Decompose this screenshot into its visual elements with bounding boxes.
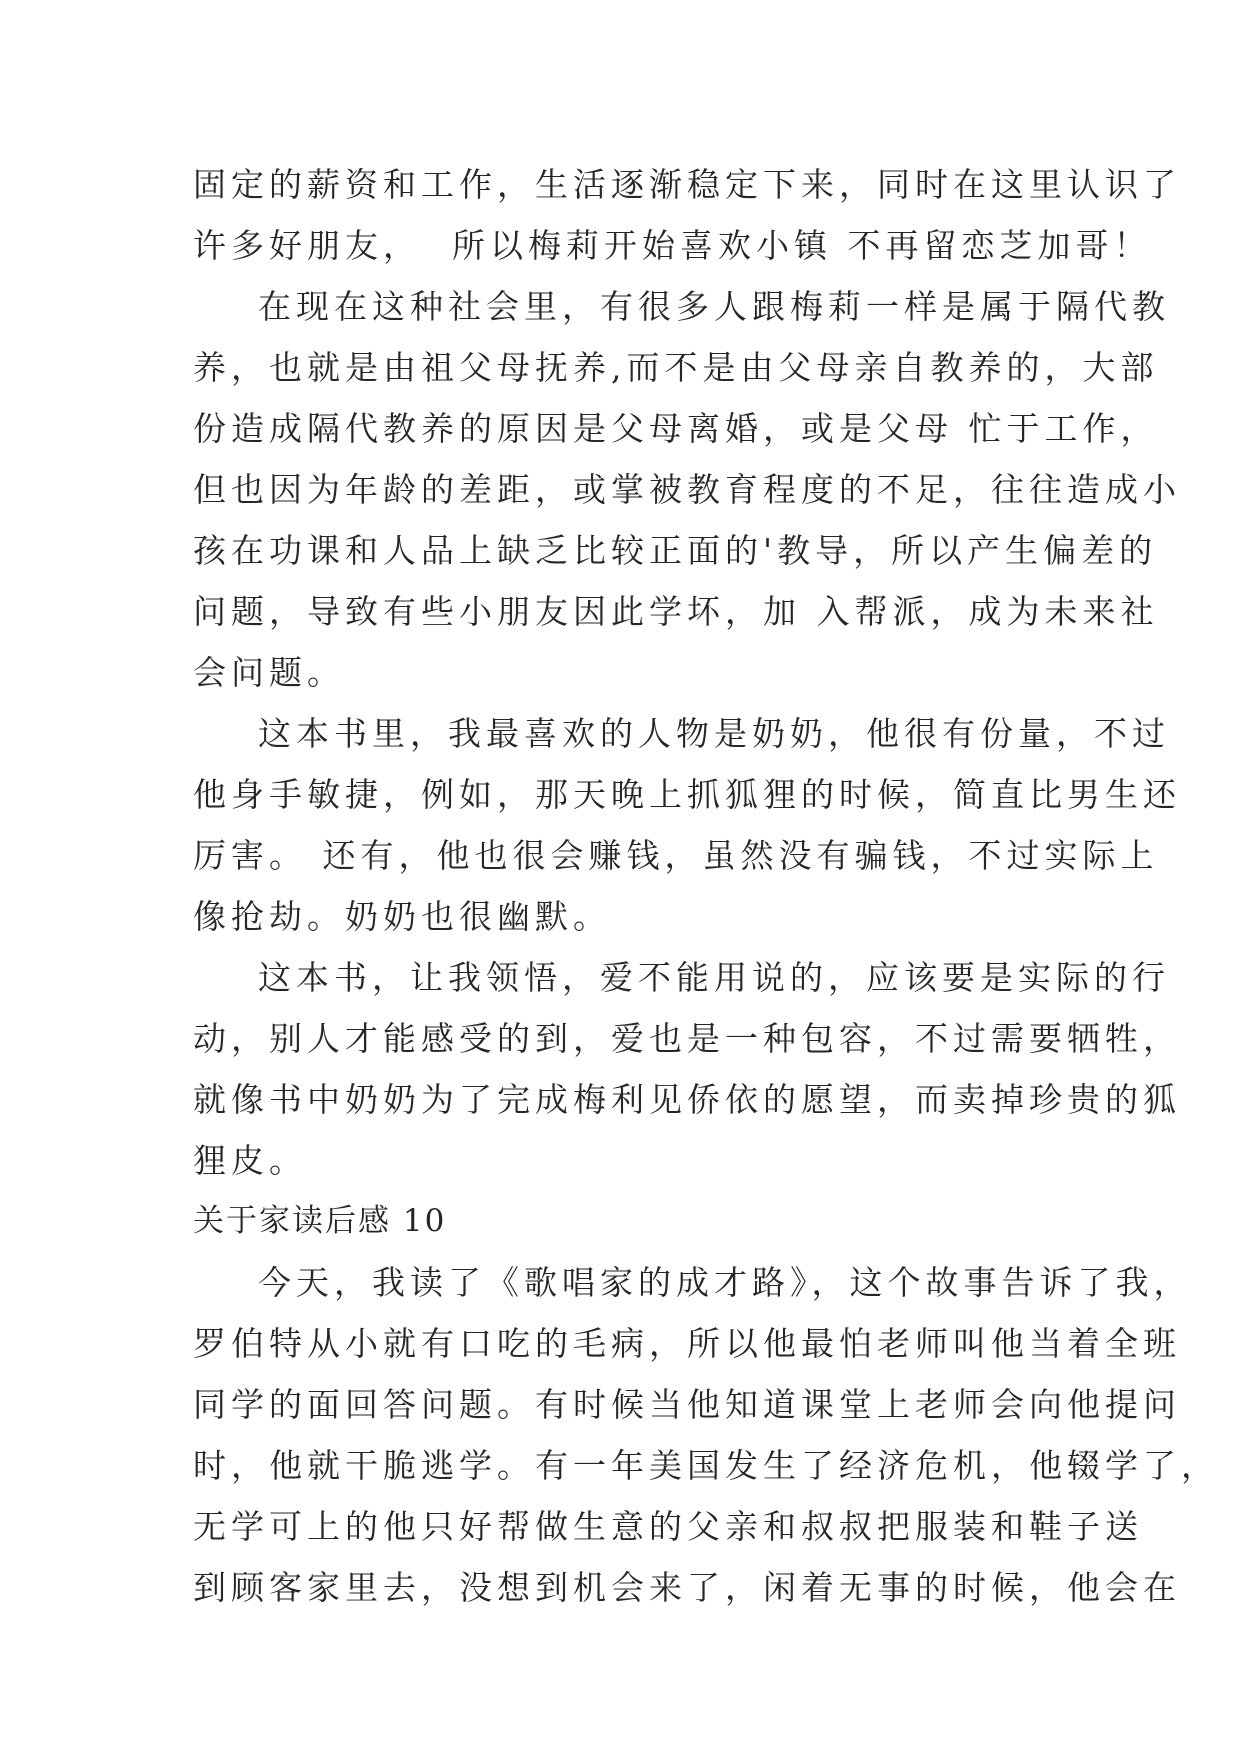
text-line: 会问题。 <box>193 653 345 692</box>
text-line: 动，别人才能感受的到，爱也是一种包容，不过需要牺牲， <box>193 1019 1181 1058</box>
text-line: 固定的薪资和工作，生活逐渐稳定下来，同时在这里认识了 <box>193 165 1181 204</box>
paragraph-start-line: 在现在这种社会里，有很多人跟梅莉一样是属于隔代教 <box>258 287 1170 326</box>
text-line: 到顾客家里去，没想到机会来了，闲着无事的时候，他会在 <box>193 1568 1181 1607</box>
text-line: 但也因为年龄的差距，或掌被教育程度的不足，往往造成小 <box>193 470 1181 509</box>
text-line: 养，也就是由祖父母抚养,而不是由父母亲自教养的，大部 <box>193 348 1159 387</box>
text-line: 就像书中奶奶为了完成梅利见侨依的愿望，而卖掉珍贵的狐 <box>193 1080 1181 1119</box>
text-line: 孩在功课和人品上缺乏比较正面的'教导，所以产生偏差的 <box>193 531 1158 570</box>
text-line: 许多好朋友， 所以梅莉开始喜欢小镇 不再留恋芝加哥！ <box>193 226 1152 265</box>
text-line: 他身手敏捷，例如，那天晚上抓狐狸的时候，简直比男生还 <box>193 775 1181 814</box>
text-line: 狸皮。 <box>193 1141 307 1180</box>
text-line: 罗伯特从小就有口吃的毛病，所以他最怕老师叫他当着全班 <box>193 1324 1181 1363</box>
text-line: 同学的面回答问题。有时候当他知道课堂上老师会向他提问 <box>193 1385 1181 1424</box>
paragraph-start-line: 今天，我读了《歌唱家的成才路》，这个故事告诉了我， <box>258 1263 1192 1302</box>
text-line: 厉害。 还有，他也很会赚钱，虽然没有骗钱，不过实际上 <box>193 836 1159 875</box>
text-line: 无学可上的他只好帮做生意的父亲和叔叔把服装和鞋子送 <box>193 1507 1143 1546</box>
text-line: 时，他就干脆逃学。有一年美国发生了经济危机，他辍学了， <box>193 1446 1219 1485</box>
document-body <box>193 154 1219 1618</box>
text-line: 问题，导致有些小朋友因此学坏，加 入帮派，成为未来社 <box>193 592 1159 631</box>
paragraph-start-line: 这本书，让我领悟，爱不能用说的，应该要是实际的行 <box>258 958 1170 997</box>
text-line: 份造成隔代教养的原因是父母离婚，或是父母 忙于工作， <box>193 409 1159 448</box>
paragraph-start-line: 这本书里，我最喜欢的人物是奶奶，他很有份量，不过 <box>258 714 1170 753</box>
text-line: 像抢劫。奶奶也很幽默。 <box>193 897 611 936</box>
section-heading: 关于家读后感 10 <box>193 1203 447 1239</box>
